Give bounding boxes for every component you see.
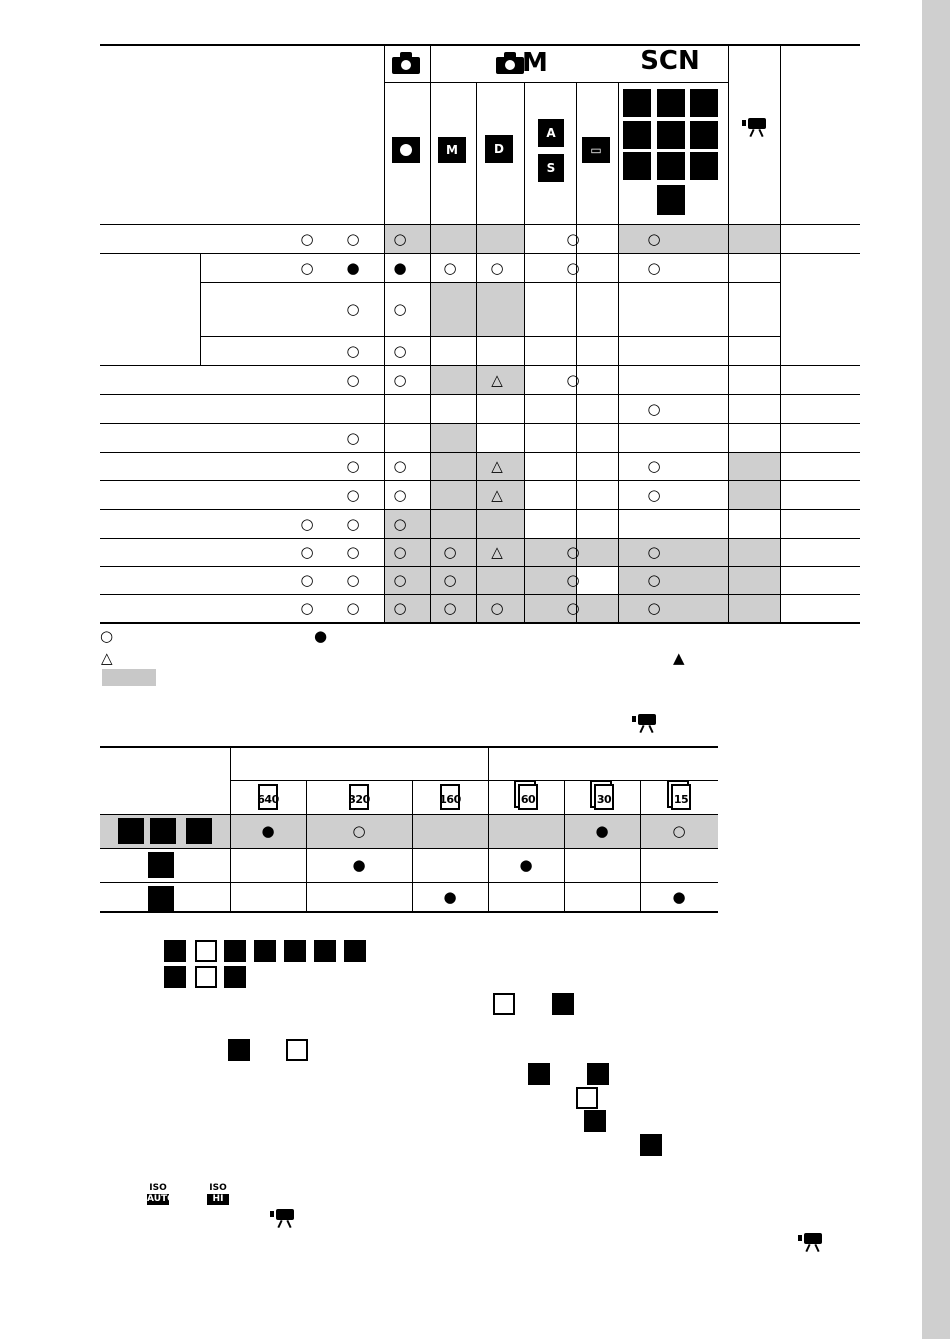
availability-mark: ○ bbox=[443, 543, 457, 561]
availability-mark: ○ bbox=[346, 229, 360, 248]
shaded-cell bbox=[476, 224, 524, 253]
availability-mark: ○ bbox=[647, 485, 661, 504]
availability-mark: ○ bbox=[300, 599, 314, 617]
table-bottom-border bbox=[100, 911, 718, 913]
availability-mark: ● bbox=[672, 888, 686, 906]
iso-auto-top: ISO bbox=[149, 1183, 167, 1193]
availability-mark: ○ bbox=[393, 571, 407, 589]
shaded-cell bbox=[728, 452, 780, 480]
row-line bbox=[100, 566, 860, 567]
manual-icon bbox=[438, 137, 466, 163]
shaded-cell bbox=[430, 452, 476, 480]
shaded-cell bbox=[430, 480, 476, 509]
availability-mark: ○ bbox=[566, 599, 580, 617]
column-line bbox=[524, 82, 525, 622]
scene-mode-icon bbox=[584, 1110, 606, 1132]
row-line bbox=[100, 365, 860, 366]
availability-mark: ○ bbox=[672, 822, 686, 840]
availability-mark: ○ bbox=[393, 457, 407, 475]
movie-part bbox=[742, 120, 746, 126]
scn-underwater-icon bbox=[657, 185, 685, 215]
availability-mark: ○ bbox=[300, 514, 314, 533]
iso-hi-icon bbox=[207, 1183, 229, 1207]
movie-mode-icon bbox=[268, 1207, 296, 1229]
scn-header-label: SCN bbox=[640, 46, 700, 76]
color-swap-icon bbox=[538, 154, 564, 182]
movie-part bbox=[749, 129, 754, 137]
column-line bbox=[576, 82, 577, 622]
availability-mark: ○ bbox=[346, 370, 360, 389]
shaded-cell bbox=[430, 423, 476, 452]
availability-mark: ○ bbox=[346, 341, 360, 360]
table-top-border bbox=[100, 746, 718, 748]
resolution-icon: 15 bbox=[671, 784, 691, 810]
availability-mark: ○ bbox=[647, 571, 661, 589]
scn-aquarium-icon bbox=[690, 152, 718, 180]
availability-mark: ○ bbox=[352, 822, 366, 840]
shaded-cell bbox=[476, 509, 524, 538]
movie-submode-icon bbox=[118, 818, 144, 844]
scene-mode-icon bbox=[528, 1063, 550, 1085]
availability-mark: ○ bbox=[443, 571, 457, 589]
availability-mark: ● bbox=[595, 822, 609, 840]
row-line bbox=[100, 224, 860, 225]
movie-header-icon bbox=[740, 116, 768, 138]
stitch-assist-icon-mark: ▭ bbox=[590, 143, 602, 157]
availability-mark: ● bbox=[261, 822, 275, 840]
movie-mode-icon bbox=[630, 712, 658, 734]
scene-mode-icon bbox=[195, 966, 217, 988]
scn-fireworks-icon bbox=[623, 121, 651, 149]
table-bottom-border bbox=[100, 622, 860, 624]
movie-part bbox=[758, 129, 763, 137]
availability-mark: ○ bbox=[647, 543, 661, 561]
movie-part bbox=[277, 1220, 282, 1228]
movie-part bbox=[286, 1220, 291, 1228]
availability-mark: ○ bbox=[566, 370, 580, 389]
availability-mark: ○ bbox=[647, 229, 661, 248]
availability-mark: ○ bbox=[443, 258, 457, 277]
availability-mark: ○ bbox=[566, 543, 580, 561]
movie-part bbox=[804, 1233, 822, 1244]
availability-mark: ● bbox=[346, 258, 360, 277]
column-line bbox=[384, 44, 385, 622]
scene-mode-icon bbox=[552, 993, 574, 1015]
iso-hi-top: ISO bbox=[209, 1183, 227, 1193]
auto-icon bbox=[392, 137, 420, 163]
scene-mode-icon bbox=[254, 940, 276, 962]
shaded-cell bbox=[728, 480, 780, 509]
movie-part bbox=[814, 1244, 819, 1252]
availability-mark: ○ bbox=[647, 399, 661, 418]
availability-mark: ○ bbox=[346, 428, 360, 447]
availability-mark: ○ bbox=[566, 258, 580, 277]
movie-submode-icon bbox=[148, 852, 174, 878]
shaded-cell bbox=[476, 282, 524, 336]
column-line bbox=[306, 780, 307, 912]
manual-mode-header-m: M bbox=[522, 48, 548, 78]
iso-auto-bottom: AUTO bbox=[147, 1194, 175, 1204]
shaded-cell bbox=[618, 538, 728, 566]
availability-mark: ○ bbox=[393, 514, 407, 533]
availability-mark: ○ bbox=[346, 571, 360, 589]
movie-part bbox=[748, 118, 766, 129]
availability-mark: ○ bbox=[393, 599, 407, 617]
availability-mark: ○ bbox=[393, 229, 407, 248]
availability-mark: ● bbox=[443, 888, 457, 906]
availability-mark: △ bbox=[491, 485, 503, 504]
scn-kids-pets-icon bbox=[657, 89, 685, 117]
availability-mark: ○ bbox=[346, 599, 360, 617]
shaded-cell bbox=[618, 566, 728, 594]
movie-submode-icon bbox=[150, 818, 176, 844]
scene-mode-icon bbox=[314, 940, 336, 962]
availability-mark: ○ bbox=[490, 258, 504, 277]
column-line bbox=[476, 82, 477, 622]
availability-mark: ● bbox=[393, 258, 407, 277]
availability-mark: ○ bbox=[393, 485, 407, 504]
row-line bbox=[100, 452, 860, 453]
scn-foliage-icon bbox=[657, 121, 685, 149]
sub-row-line bbox=[200, 282, 780, 283]
availability-mark: ○ bbox=[490, 599, 504, 617]
color-swap-icon-mark: S bbox=[546, 161, 556, 175]
availability-mark: ○ bbox=[300, 229, 314, 248]
stitch-assist-icon bbox=[582, 137, 610, 163]
column-line bbox=[488, 746, 489, 912]
movie-part bbox=[270, 1211, 274, 1217]
iso-hi-bottom: HI bbox=[207, 1194, 229, 1205]
shaded-cell bbox=[430, 282, 476, 336]
color-accent-icon bbox=[538, 119, 564, 147]
movie-submode-icon bbox=[186, 818, 212, 844]
scn-beach-icon bbox=[623, 152, 651, 180]
sub-row-line bbox=[200, 336, 780, 337]
availability-mark: ○ bbox=[393, 341, 407, 360]
iso-auto-icon bbox=[147, 1183, 175, 1207]
movie-part bbox=[798, 1235, 802, 1241]
availability-mark: ○ bbox=[346, 514, 360, 533]
row-line bbox=[100, 423, 860, 424]
availability-mark: ○ bbox=[300, 258, 314, 277]
scene-mode-icon bbox=[640, 1134, 662, 1156]
availability-mark: ○ bbox=[647, 258, 661, 277]
scene-mode-icon bbox=[164, 940, 186, 962]
shaded-cell bbox=[728, 594, 780, 622]
movie-part bbox=[805, 1244, 810, 1252]
availability-mark: ○ bbox=[566, 571, 580, 589]
row-line bbox=[100, 253, 860, 254]
manual-icon-mark: M bbox=[446, 143, 458, 157]
availability-mark: △ bbox=[491, 457, 503, 475]
movie-part bbox=[276, 1209, 294, 1220]
column-line bbox=[412, 780, 413, 912]
auto-icon-lens bbox=[400, 144, 412, 156]
row-line bbox=[100, 394, 860, 395]
availability-mark: ○ bbox=[647, 599, 661, 617]
shaded-cell bbox=[618, 224, 728, 253]
resolution-icon: 30 bbox=[594, 784, 614, 810]
column-line bbox=[430, 44, 431, 622]
resolution-icon: 320 bbox=[349, 784, 369, 810]
column-line bbox=[618, 82, 619, 622]
row-line bbox=[100, 814, 718, 815]
row-line bbox=[100, 594, 860, 595]
shaded-cell bbox=[728, 224, 780, 253]
availability-mark: ○ bbox=[393, 300, 407, 318]
availability-mark: ○ bbox=[346, 457, 360, 475]
auto-mode-header-icon bbox=[392, 52, 420, 74]
legend-circle: ○ bbox=[100, 627, 114, 645]
function-availability-table bbox=[100, 44, 860, 624]
scene-mode-icon bbox=[228, 1039, 250, 1061]
scene-mode-icon bbox=[224, 940, 246, 962]
shaded-cell bbox=[430, 509, 476, 538]
movie-resolution-table bbox=[100, 746, 718, 913]
header-group-line bbox=[384, 82, 728, 83]
availability-mark: △ bbox=[491, 370, 503, 389]
legend-bullet: ● bbox=[314, 627, 328, 645]
scn-portrait-icon bbox=[623, 89, 651, 117]
availability-mark: ○ bbox=[300, 571, 314, 589]
row-line bbox=[100, 882, 718, 883]
row-line bbox=[100, 848, 718, 849]
column-line bbox=[640, 780, 641, 912]
camera-top bbox=[400, 52, 411, 59]
row-line bbox=[100, 480, 860, 481]
scene-mode-icon bbox=[493, 993, 515, 1015]
movie-submode-icon bbox=[148, 886, 174, 912]
availability-mark: ○ bbox=[346, 300, 360, 318]
scene-mode-icon bbox=[195, 940, 217, 962]
shaded-cell bbox=[618, 594, 728, 622]
scene-mode-icon bbox=[344, 940, 366, 962]
row-line bbox=[100, 509, 860, 510]
availability-mark: ○ bbox=[647, 457, 661, 475]
shaded-cell bbox=[728, 566, 780, 594]
availability-mark: ○ bbox=[393, 543, 407, 561]
scn-night-icon bbox=[690, 89, 718, 117]
scn-snow-icon bbox=[690, 121, 718, 149]
scene-mode-icon bbox=[284, 940, 306, 962]
shaded-cell bbox=[430, 224, 476, 253]
digital-macro-icon-mark: D bbox=[494, 142, 504, 156]
legend-filled-triangle: ▲ bbox=[673, 649, 685, 667]
legend-shade-swatch bbox=[102, 669, 156, 686]
row-line bbox=[100, 538, 860, 539]
availability-mark: ○ bbox=[346, 543, 360, 561]
legend-triangle: △ bbox=[101, 649, 113, 667]
resolution-icon: 640 bbox=[258, 784, 278, 810]
table-top-border bbox=[100, 44, 860, 46]
shaded-cell bbox=[728, 538, 780, 566]
resolution-icon: 60 bbox=[518, 784, 538, 810]
availability-mark: ● bbox=[352, 856, 366, 874]
manual-mode-header-icon bbox=[496, 52, 524, 74]
scene-mode-icon bbox=[164, 966, 186, 988]
color-accent-icon-mark: A bbox=[546, 126, 556, 140]
scene-mode-icon bbox=[224, 966, 246, 988]
availability-mark: ○ bbox=[443, 599, 457, 617]
availability-mark: ● bbox=[519, 856, 533, 874]
shaded-cell bbox=[430, 365, 476, 394]
column-line bbox=[230, 746, 231, 912]
resolution-icon: 160 bbox=[440, 784, 460, 810]
availability-mark: ○ bbox=[346, 485, 360, 504]
shaded-cell bbox=[476, 566, 524, 594]
scn-indoor-icon bbox=[657, 152, 685, 180]
header-group-line bbox=[230, 780, 718, 781]
availability-mark: ○ bbox=[300, 543, 314, 561]
sub-header-divider bbox=[200, 253, 201, 365]
page-side-tab bbox=[922, 0, 950, 1339]
availability-mark: △ bbox=[491, 543, 503, 561]
column-line bbox=[728, 44, 729, 622]
availability-mark: ○ bbox=[393, 370, 407, 389]
digital-macro-icon bbox=[485, 135, 513, 163]
scene-mode-icon bbox=[576, 1087, 598, 1109]
camera-top bbox=[504, 52, 515, 59]
scene-mode-icon bbox=[286, 1039, 308, 1061]
movie-mode-icon bbox=[796, 1231, 824, 1253]
availability-mark: ○ bbox=[566, 229, 580, 248]
scene-mode-icon bbox=[587, 1063, 609, 1085]
column-line bbox=[564, 780, 565, 912]
column-line bbox=[780, 44, 781, 622]
